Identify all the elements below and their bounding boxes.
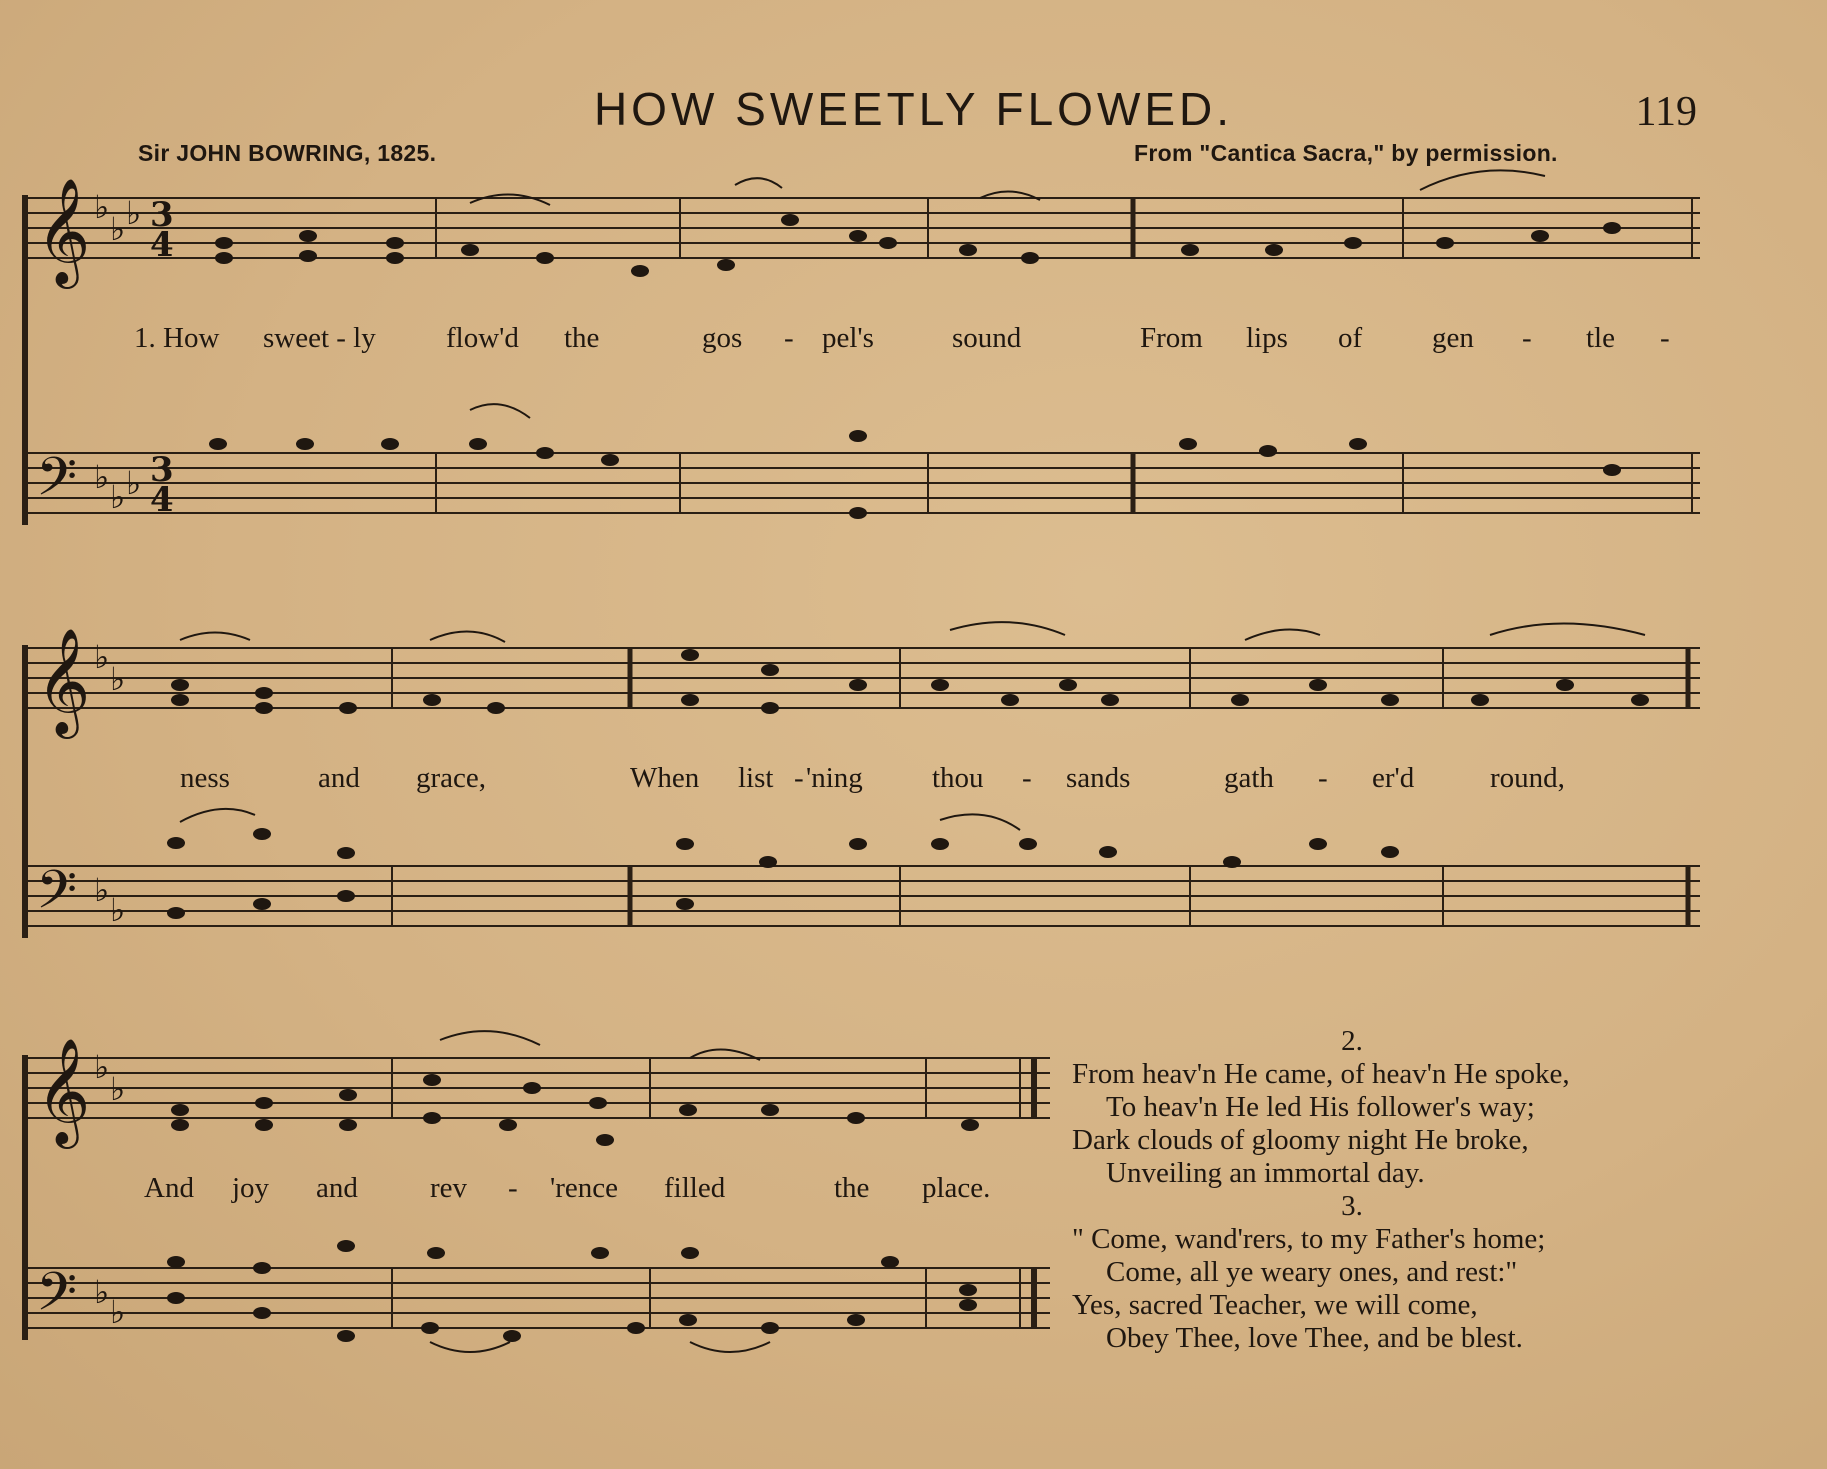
svg-text:𝄞: 𝄞	[36, 627, 91, 734]
lyric-syllable: gos	[702, 322, 743, 354]
lyric-syllable: -	[1022, 762, 1032, 794]
lyric-syllable: And	[144, 1172, 194, 1204]
lyric-syllable: flow'd	[446, 322, 519, 354]
svg-text:𝄞: 𝄞	[36, 1037, 91, 1144]
lyric-syllable: the	[564, 322, 600, 354]
lyric-syllable: gath	[1224, 762, 1274, 794]
lyric-syllable: grace,	[416, 762, 487, 794]
lyric-syllable: -	[1660, 322, 1670, 354]
verse-number: 2.	[1341, 1025, 1363, 1057]
source-credit: From "Cantica Sacra," by permission.	[1134, 140, 1558, 166]
svg-text:3: 3	[150, 450, 174, 490]
lyric-syllable: -	[508, 1172, 518, 1204]
lyric-syllable: pel's	[822, 322, 874, 354]
svg-text:♭: ♭	[110, 892, 126, 928]
svg-text:♭: ♭	[94, 459, 110, 495]
svg-text:♭: ♭	[110, 1071, 126, 1107]
lyric-syllable: gen	[1432, 322, 1474, 354]
lyric-syllable: and	[316, 1172, 358, 1204]
verse-line: Obey Thee, love Thee, and be blest.	[1106, 1322, 1523, 1354]
svg-text:𝄢: 𝄢	[36, 1262, 78, 1336]
svg-text:♭: ♭	[110, 1294, 126, 1330]
lyric-syllable: -	[794, 762, 804, 794]
lyric-syllable: lips	[1246, 322, 1288, 354]
svg-text:♭: ♭	[94, 872, 110, 908]
svg-text:3: 3	[150, 195, 174, 235]
verse-line: Come, all ye weary ones, and rest:"	[1106, 1256, 1518, 1288]
svg-text:𝄢: 𝄢	[36, 860, 78, 934]
lyric-syllable: -	[1318, 762, 1328, 794]
svg-text:♭: ♭	[110, 479, 126, 515]
svg-text:♭: ♭	[126, 195, 142, 231]
svg-text:4: 4	[150, 480, 174, 520]
verse-line: Yes, sacred Teacher, we will come,	[1072, 1289, 1478, 1321]
svg-text:♭: ♭	[94, 1049, 110, 1085]
lyric-syllable: joy	[232, 1172, 270, 1204]
svg-text:𝄞: 𝄞	[36, 177, 91, 284]
lyric-syllable: er'd	[1372, 762, 1415, 794]
lyric-syllable: 1. How	[134, 322, 220, 354]
author-credit: Sir JOHN BOWRING, 1825.	[138, 140, 437, 166]
verse-line: From heav'n He came, of heav'n He spoke,	[1072, 1058, 1570, 1090]
hymn-title: HOW SWEETLY FLOWED.	[593, 83, 1234, 135]
lyric-syllable: sands	[1066, 762, 1131, 794]
lyric-syllable: list	[738, 762, 774, 794]
lyric-syllable: From	[1140, 322, 1203, 354]
verse-line: To heav'n He led His follower's way;	[1106, 1091, 1535, 1123]
lyric-syllable: the	[834, 1172, 870, 1204]
lyric-syllable: rev	[430, 1172, 468, 1204]
lyric-syllable: -	[1522, 322, 1532, 354]
lyric-syllable: sweet - ly	[263, 322, 376, 354]
svg-text:♭: ♭	[110, 211, 126, 247]
lyric-syllable: and	[318, 762, 360, 794]
svg-text:𝄢: 𝄢	[36, 447, 78, 521]
verse-line: Unveiling an immortal day.	[1106, 1157, 1425, 1189]
lyric-syllable: sound	[952, 322, 1022, 354]
lyric-syllable: 'ning	[806, 762, 863, 794]
svg-text:♭: ♭	[126, 465, 142, 501]
additional-verses	[1072, 1025, 1712, 1355]
svg-text:4: 4	[150, 225, 174, 265]
verse-line: " Come, wand'rers, to my Father's home;	[1072, 1223, 1546, 1255]
lyric-syllable: round,	[1490, 762, 1565, 794]
verse-number: 3.	[1341, 1190, 1363, 1222]
page-number: 119	[1635, 89, 1697, 135]
svg-text:♭: ♭	[94, 639, 110, 675]
lyric-syllable: of	[1338, 322, 1363, 354]
lyric-syllable: tle	[1586, 322, 1615, 354]
lyric-syllable: 'rence	[550, 1172, 618, 1204]
lyric-syllable: place.	[922, 1172, 991, 1204]
svg-text:♭: ♭	[110, 661, 126, 697]
lyric-syllable: -	[784, 322, 794, 354]
verse-line: Dark clouds of gloomy night He broke,	[1072, 1124, 1529, 1156]
svg-text:♭: ♭	[94, 1274, 110, 1310]
lyric-syllable: When	[630, 762, 700, 794]
svg-text:♭: ♭	[94, 189, 110, 225]
lyric-syllable: filled	[664, 1172, 726, 1204]
lyric-syllable: thou	[932, 762, 984, 794]
lyric-syllable: ness	[180, 762, 230, 794]
